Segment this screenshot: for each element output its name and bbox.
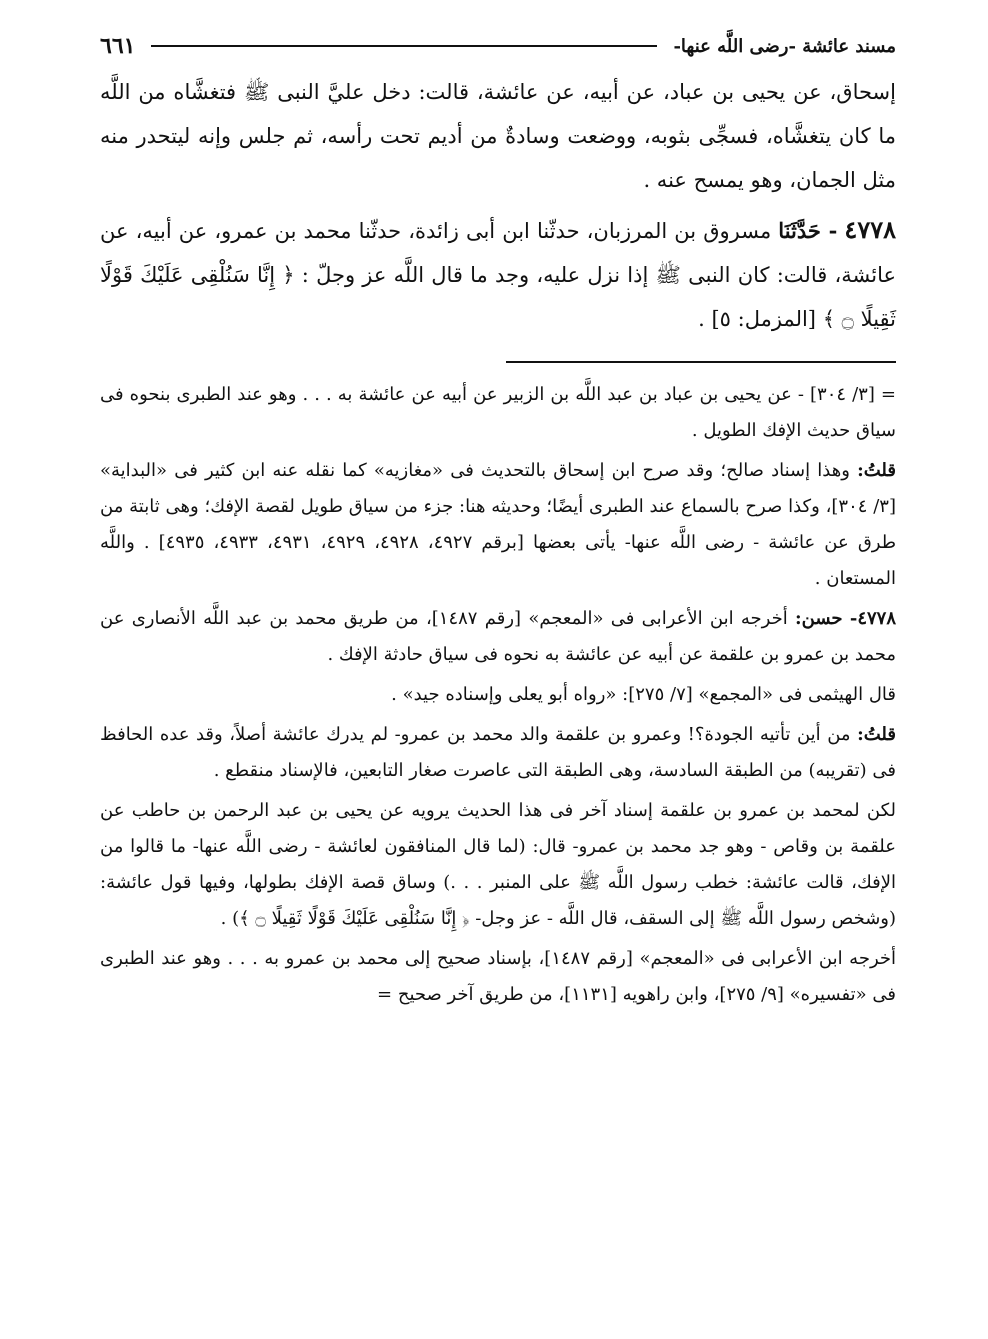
footnote-1-qult-text: وهذا إسناد صالح؛ وقد صرح ابن إسحاق بالتحديث فى «مغازيه» كما نقله عنه ابن كثير فى «البداية» [٣/ ٣٠٤]، وكذا صرح بالسماع عند الطبرى أيضًا؛ وحديثه هنا: جزء من سياق طويل لقصة الإفك؛ وهى ثابتة من طرق عن عائشة - رضى اللَّه عنها- يأتى بعضها [برقم ٤٩٢٧، ٤٩٢٨، ٤٩٢٩، ٤٩٣١، ٤٩٣٣، ٤٩٣٥] . واللَّه المستعان .	[100, 460, 897, 589]
footnote-2-text: أخرجه ابن الأعرابى فى «المعجم» [رقم ١٤٨٧]، من طريق محمد بن عبد اللَّه الأنصارى عن محمد بن عمرو بن علقمة عن أبيه عن عائشة به نحوه فى سياق حادثة الإفك .	[100, 608, 896, 665]
footnote-2-main	[100, 601, 896, 673]
quran-verse: ﴿ إِنَّا سَنُلْقِى عَلَيْكَ قَوْلًا ثَقِيلًا ۝ ﴾	[100, 263, 896, 331]
footnote-2-qult-text: من أين تأتيه الجودة؟! وعمرو بن علقمة والد محمد بن عمرو- لم يدرك عائشة أصلاً، وقد عده الحافظ فى (تقريبه) من الطبقة السادسة، وهى الطبقة التى عاصرت صغار التابعين، فالإسناد منقطع .	[100, 724, 896, 781]
hadith-text: مسروق بن المرزبان، حدثّنا ابن أبى زائدة، حدثّنا محمد بن عمرو، عن أبيه، عن عائشة، قالت: كان النبى ﷺ إذا نزل عليه، وجد ما قال اللَّه عز وجلّ :	[100, 219, 896, 287]
footnotes	[100, 377, 896, 1013]
footnote-2-lead: حسن:	[795, 608, 843, 629]
footnote-2-haythami: قال الهيثمى فى «المجمع» [٧/ ٢٧٥]: «رواه أبو يعلى وإسناده جيد» .	[391, 684, 896, 705]
footnote-1-qult-label: قلتُ:	[857, 460, 896, 481]
hadith-number: ٤٧٧٨	[844, 215, 896, 244]
footnote-2-lakin: لكن لمحمد بن عمرو بن علقمة إسناد آخر فى هذا الحديث يرويه عن يحيى بن عبد الرحمن بن حاطب عن علقمة بن وقاص - وهو جد محمد بن عمرو- قال: (لما قال المنافقون لعائشة - رضى اللَّه عنها- ما قالوا من الإفك، قالت عائشة: خطب رسول اللَّه ﷺ على المنبر . . .) وساق قصة الإفك بطولها، وفيها قول عائشة: (وشخص رسول اللَّه ﷺ إلى السقف، قال اللَّه - عز وجل- ﴿ إِنَّا سَنُلْقِى عَلَيْكَ قَوْلًا ثَقِيلًا ۝ ﴾) .	[100, 800, 896, 929]
book-page	[100, 28, 896, 1017]
footnote-2-akhraja: أخرجه ابن الأعرابى فى «المعجم» [رقم ١٤٨٧]، بإسناد صحيح إلى محمد بن عمرو به . . . وهو عند الطبرى فى «تفسيره» [٩/ ٢٧٥]، وابن راهويه [١١٣١]، من طريق آخر صحيح =	[100, 948, 897, 1005]
page-number: ٦٦١	[100, 33, 136, 59]
footnote-2-qult	[100, 717, 896, 789]
main-paragraph-continued: إسحاق، عن يحيى بن عباد، عن أبيه، عن عائشة، قالت: دخل عليَّ النبى ﷺ فتغشَّاه من اللَّه ما كان يتغشَّاه، فسجِّى بثوبه، ووضعت وسادةٌ من أديم تحت رأسه، ثم جلس وإنه ليتحدر منه مثل الجمان، وهو يمسح عنه .	[100, 80, 896, 192]
footnote-1-qult	[100, 453, 896, 597]
footnote-1-line: = [٣/ ٣٠٤] - عن يحيى بن عباد بن عبد اللَّه بن الزبير عن أبيه عن عائشة به . . . وهو عند الطبرى بنحوه فى سياق حديث الإفك الطويل .	[100, 384, 896, 441]
header-title: مسند عائشة -رضى اللَّه عنها-	[673, 35, 896, 57]
header-rule	[151, 45, 657, 47]
footnote-2-qult-label: قلتُ:	[857, 724, 896, 745]
quran-reference: [المزمل: ٥] .	[698, 307, 816, 331]
footnote-separator	[506, 361, 896, 363]
hadith-lead: - حَدَّثَنَا	[778, 218, 838, 243]
main-text	[100, 70, 896, 341]
footnote-2-number: ٤٧٧٨-	[849, 608, 896, 629]
running-header	[100, 28, 896, 64]
hadith-paragraph	[100, 208, 896, 341]
